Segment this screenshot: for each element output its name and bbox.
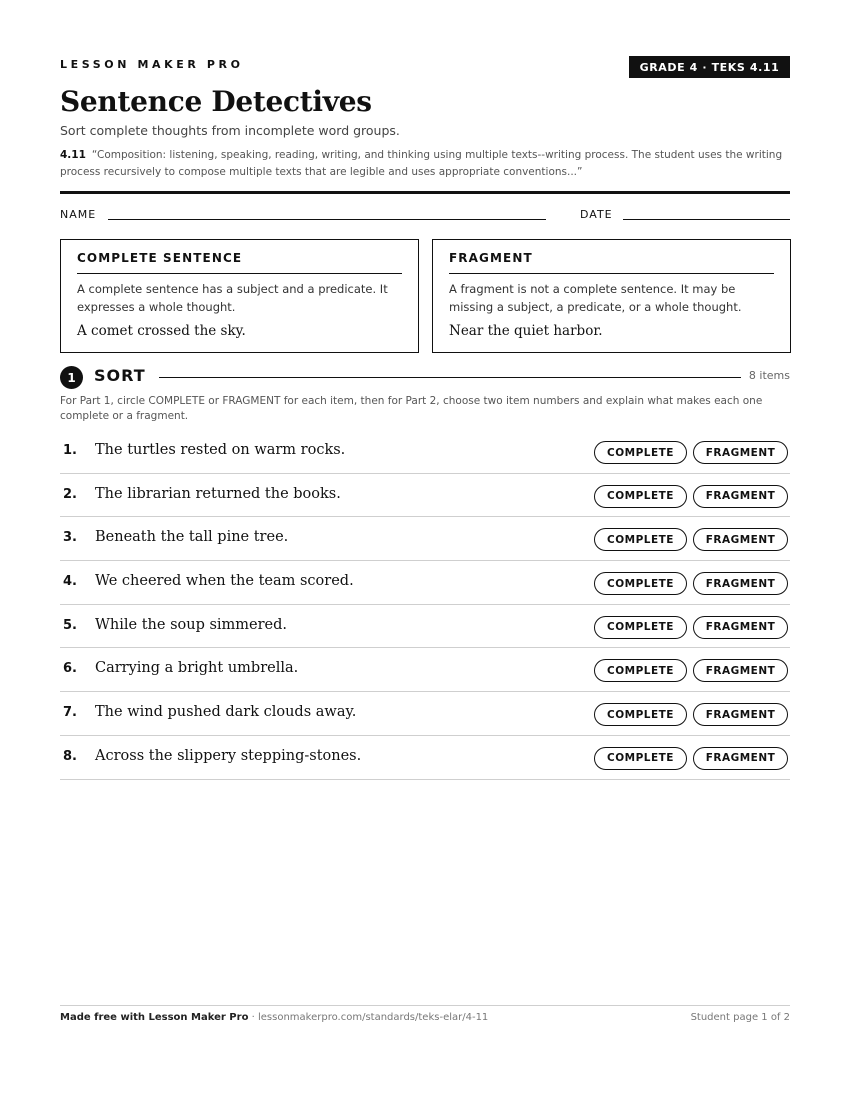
- name-label: NAME: [60, 208, 97, 221]
- complete-choice[interactable]: COMPLETE: [594, 572, 687, 595]
- item-text: While the soup simmered.: [95, 616, 288, 633]
- item-number: 1.: [63, 443, 77, 458]
- sort-item: [60, 430, 790, 474]
- complete-choice[interactable]: COMPLETE: [594, 616, 687, 639]
- brand-name: LESSON MAKER PRO: [60, 58, 244, 71]
- fragment-choice[interactable]: FRAGMENT: [693, 616, 788, 639]
- item-count: 8 items: [748, 369, 790, 382]
- fragment-choice[interactable]: FRAGMENT: [693, 528, 788, 551]
- section-header: [60, 365, 790, 389]
- definition-text: A fragment is not a complete sentence. It may be missing a subject, a predicate, or a whole thought.: [449, 282, 742, 314]
- item-text: The turtles rested on warm rocks.: [95, 442, 346, 458]
- fragment-choice[interactable]: FRAGMENT: [693, 703, 788, 726]
- page-indicator: Student page 1 of 2: [690, 1012, 790, 1023]
- sort-item: [60, 561, 790, 605]
- item-number: 2.: [63, 486, 77, 502]
- fragment-choice[interactable]: FRAGMENT: [693, 441, 788, 464]
- footer-url[interactable]: lessonmakerpro.com/standards/teks-elar/4-11: [257, 1012, 489, 1023]
- sort-item-list: [60, 430, 790, 780]
- fragment-choice[interactable]: FRAGMENT: [693, 659, 788, 682]
- definition-example: Near the quiet harbor.: [449, 323, 603, 339]
- item-number: 6.: [63, 661, 77, 677]
- worksheet-subtitle: Sort complete thoughts from incomplete word groups.: [60, 123, 400, 138]
- item-text: We cheered when the team scored.: [95, 573, 354, 590]
- footer-credit: [60, 1012, 488, 1023]
- sort-item: [60, 736, 790, 780]
- complete-choice[interactable]: COMPLETE: [594, 747, 687, 770]
- sort-item: [60, 517, 790, 561]
- definition-divider: [449, 273, 774, 274]
- item-text: Carrying a bright umbrella.: [95, 660, 299, 677]
- worksheet-title: Sentence Detectives: [60, 85, 372, 118]
- date-label: DATE: [580, 208, 613, 221]
- standard-text: “Composition: listening, speaking, reading, writing, and thinking using multiple texts--writing process. The student uses the writing process recursively to compose multiple texts that are legible and uses appropriate conventions...”: [60, 149, 783, 178]
- item-text: The librarian returned the books.: [95, 485, 341, 502]
- item-text: Across the slippery stepping-stones.: [95, 747, 362, 764]
- sort-item: [60, 692, 790, 736]
- item-text: Beneath the tall pine tree.: [95, 529, 289, 546]
- complete-choice[interactable]: COMPLETE: [594, 485, 687, 508]
- definition-example: A comet crossed the sky.: [77, 323, 246, 339]
- standard-description: [60, 147, 800, 181]
- definition-box-fragment: [432, 239, 791, 353]
- worksheet-header: [60, 56, 790, 80]
- item-number: 5.: [63, 617, 77, 633]
- sort-item: [60, 474, 790, 518]
- definition-heading: COMPLETE SENTENCE: [77, 251, 243, 265]
- definition-text: A complete sentence has a subject and a predicate. It expresses a whole thought.: [77, 282, 388, 314]
- section-divider: [159, 377, 741, 378]
- header-divider: [60, 191, 790, 194]
- complete-choice[interactable]: COMPLETE: [594, 441, 687, 464]
- name-date-row: [60, 207, 790, 223]
- complete-choice[interactable]: COMPLETE: [594, 703, 687, 726]
- item-number: 3.: [63, 530, 77, 546]
- item-number: 7.: [63, 705, 77, 721]
- sort-item: [60, 648, 790, 692]
- footer-made-by: Made free with Lesson Maker Pro: [60, 1012, 249, 1023]
- section-number-badge: 1: [60, 366, 83, 389]
- section-title: SORT: [94, 366, 146, 385]
- section-instructions: For Part 1, circle COMPLETE or FRAGMENT for each item, then for Part 2, choose two item numbers and explain what makes each one complete or a fragment.: [60, 395, 763, 422]
- fragment-choice[interactable]: FRAGMENT: [693, 572, 788, 595]
- date-field[interactable]: [623, 219, 790, 220]
- fragment-choice[interactable]: FRAGMENT: [693, 747, 788, 770]
- sort-item: [60, 605, 790, 649]
- definition-divider: [77, 273, 402, 274]
- item-text: The wind pushed dark clouds away.: [95, 704, 357, 721]
- item-number: 8.: [63, 748, 77, 764]
- name-field[interactable]: [108, 219, 546, 220]
- fragment-choice[interactable]: FRAGMENT: [693, 485, 788, 508]
- footer-separator: ·: [248, 1012, 258, 1023]
- grade-badge: GRADE 4 · TEKS 4.11: [629, 56, 790, 78]
- definition-box-complete: [60, 239, 419, 353]
- complete-choice[interactable]: COMPLETE: [594, 659, 687, 682]
- definition-heading: FRAGMENT: [449, 251, 533, 265]
- item-number: 4.: [63, 574, 77, 590]
- standard-code: 4.11: [60, 149, 86, 161]
- complete-choice[interactable]: COMPLETE: [594, 528, 687, 551]
- footer-divider: [60, 1005, 790, 1006]
